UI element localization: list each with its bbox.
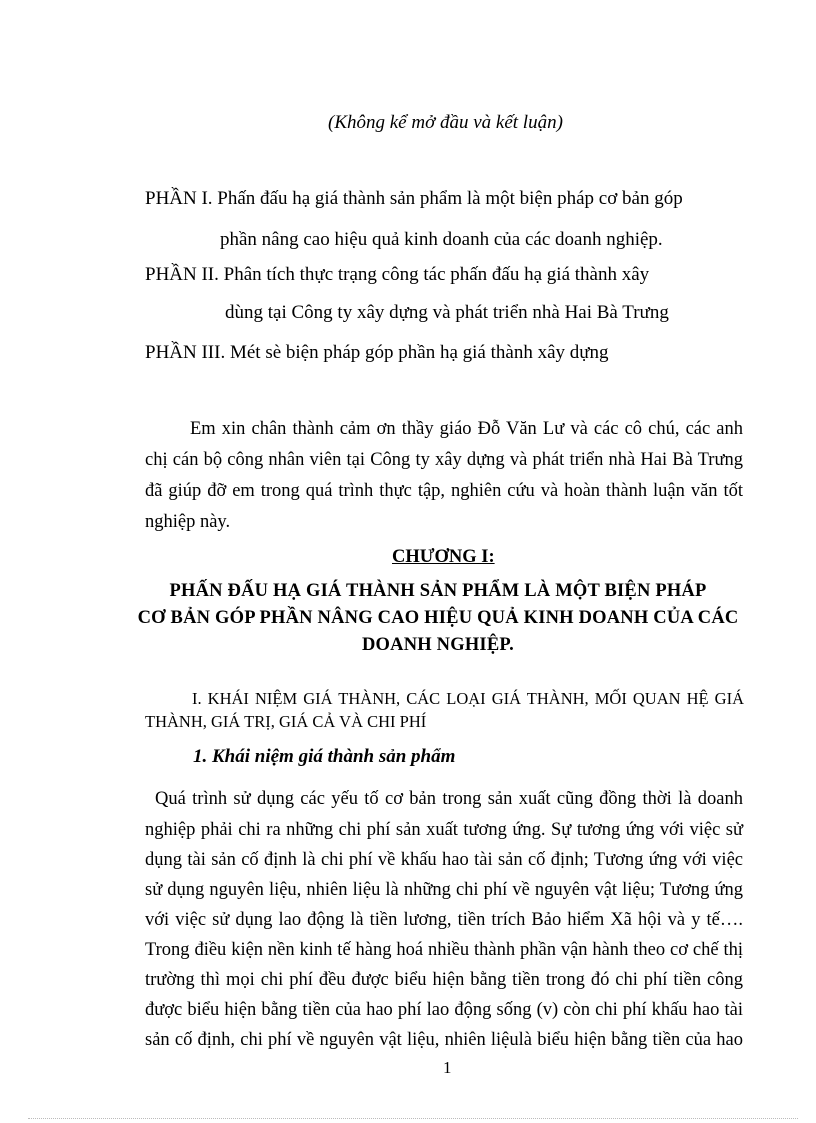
chapter-heading-line-3: DOANH NGHIỆP. bbox=[362, 635, 514, 655]
thanks-line-4: nghiệp này. bbox=[145, 512, 231, 532]
section-heading-line-2: THÀNH, GIÁ TRỊ, GIÁ CẢ VÀ CHI PHÍ bbox=[145, 712, 427, 731]
thanks-line-1: Em xin chân thành cảm ơn thầy giáo Đỗ Văn Lư và các cô chú, các anh bbox=[190, 419, 743, 439]
thanks-line-2: chị cán bộ công nhân viên tại Công ty xây dựng và phát triển nhà Hai Bà Trưng bbox=[145, 450, 743, 470]
chapter-heading-line-1: PHẤN ĐẤU HẠ GIÁ THÀNH SẢN PHẨM LÀ MỘT BIỆN PHÁP bbox=[169, 581, 707, 601]
toc-part-2-cont: dùng tại Công ty xây dựng và phát triển nhà Hai Bà Trưng bbox=[225, 302, 669, 323]
page-number: 1 bbox=[443, 1058, 452, 1077]
thanks-line-3: đã giúp đỡ em trong quá trình thực tập, nghiên cứu và hoàn thành luận văn tốt bbox=[145, 481, 743, 501]
body-line-6: Trong điều kiện nền kinh tế hàng hoá nhiều thành phần vận hành theo cơ chế thị bbox=[145, 940, 743, 960]
subsection-heading: 1. Khái niệm giá thành sản phẩm bbox=[193, 746, 456, 767]
toc-part-2: PHẦN II. Phân tích thực trạng công tác phấn đấu hạ giá thành xây bbox=[145, 264, 650, 285]
body-line-8: được biểu hiện bằng tiền của hao phí lao động sống (v) còn chi phí khấu hao tài bbox=[145, 1000, 743, 1020]
body-line-3: dụng tài sản cố định là chi phí về khấu hao tài sản cố định; Tương ứng với việc bbox=[145, 850, 743, 870]
toc-part-1: PHẦN I. Phấn đấu hạ giá thành sản phẩm là một biện pháp cơ bản góp bbox=[145, 188, 683, 209]
subtitle-note: (Không kể mở đầu và kết luận) bbox=[328, 112, 563, 133]
body-line-5: với việc sử dụng lao động là tiền lương, tiền trích Bảo hiểm Xã hội và y tế…. bbox=[145, 910, 743, 930]
chapter-heading-line-2: CƠ BẢN GÓP PHẦN NÂNG CAO HIỆU QUẢ KINH DOANH CỦA CÁC bbox=[137, 608, 739, 628]
section-heading-line-1: I. KHÁI NIỆM GIÁ THÀNH, CÁC LOẠI GIÁ THÀNH, MỐI QUAN HỆ GIÁ bbox=[192, 689, 744, 708]
toc-part-1-cont: phần nâng cao hiệu quả kinh doanh của các doanh nghiệp. bbox=[220, 229, 663, 250]
body-line-2: nghiệp phải chi ra những chi phí sản xuất tương ứng. Sự tương ứng với việc sử bbox=[145, 820, 743, 840]
toc-part-3: PHẦN III. Mét sè biện pháp góp phần hạ giá thành xây dựng bbox=[145, 342, 609, 363]
body-line-4: sử dụng nguyên liệu, nhiên liệu là những chi phí về nguyên vật liệu; Tương ứng bbox=[145, 880, 743, 900]
chapter-label: CHƯƠNG I: bbox=[392, 547, 495, 567]
body-line-1: Quá trình sử dụng các yếu tố cơ bản trong sản xuất cũng đồng thời là doanh bbox=[155, 789, 743, 809]
body-line-7: trường thì mọi chi phí đều được biểu hiện bằng tiền trong đó chi phí tiền công bbox=[145, 970, 743, 990]
body-line-9: sản cố định, chi phí về nguyên vật liệu, nhiên liệulà biểu hiện bằng tiền của hao bbox=[145, 1030, 743, 1050]
footer-divider bbox=[28, 1118, 798, 1119]
